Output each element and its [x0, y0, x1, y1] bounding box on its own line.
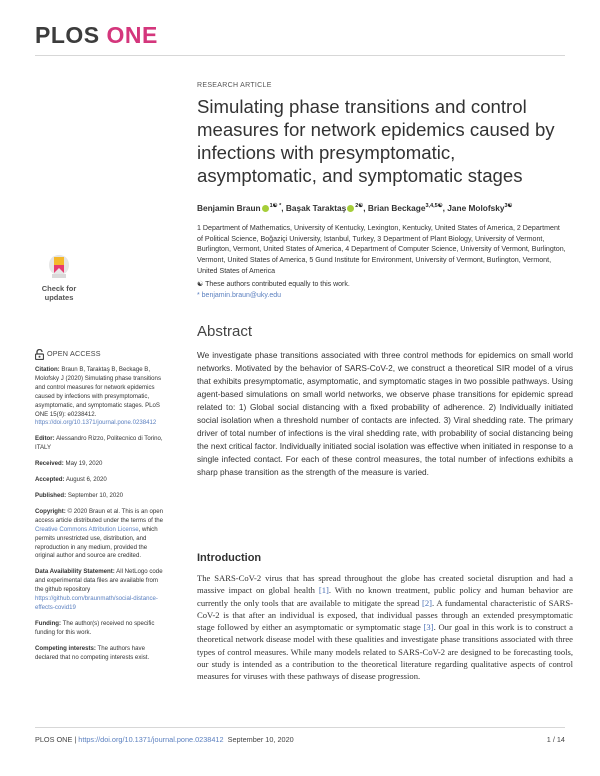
page-number: 1 / 14: [546, 735, 565, 744]
footer-doi-link[interactable]: https://doi.org/10.1371/journal.pone.0238412: [78, 735, 224, 744]
check-updates-icon: [48, 254, 70, 280]
footer-separator: |: [72, 735, 79, 744]
affiliations: 1 Department of Mathematics, University of Kentucky, Lexington, Kentucky, United States of America, 2 Department of Political Science, Boğaziçi University, Istanbul, Turkey, 3 Department of Plant Biology, University of Vermont, Burlington, Vermont, United States of America, 4 Department of Computer Science, University of Vermont, Burlington, Vermont, United States of America, 5 Gund Institute for Environment, University of Vermont, Burlington, Vermont, United States of America: [197, 224, 566, 275]
page-footer: [35, 735, 565, 744]
copyright-text: © 2020 Braun et al. This is an open access article distributed under the terms of the: [35, 507, 164, 524]
author-name[interactable]: Benjamin Braun: [197, 203, 261, 213]
badge-text: [35, 284, 83, 302]
editor-block: [35, 435, 165, 453]
article-title: Simulating phase transitions and control measures for network epidemics caused by infections with presymptomatic, asymptomatic, and symptomatic stages: [197, 96, 555, 186]
accepted-text: August 6, 2020: [64, 476, 107, 484]
citation-block: [35, 366, 165, 428]
competing-interests-label: Competing interests:: [35, 644, 96, 652]
badge-line-2: updates: [44, 293, 74, 302]
footer-divider: [35, 727, 565, 728]
logo-plos: PLOS: [35, 22, 100, 48]
author-notes: [197, 280, 567, 301]
article-sidebar: [35, 349, 165, 669]
introduction-paragraph: [197, 572, 573, 683]
orcid-icon[interactable]: [347, 205, 354, 212]
funding-block: [35, 620, 165, 638]
author-name[interactable]: Başak Taraktaş: [285, 203, 347, 213]
published-label: Published:: [35, 491, 67, 499]
funding-label: Funding:: [35, 619, 62, 627]
author-name[interactable]: Brian Beckage: [367, 203, 426, 213]
orcid-icon[interactable]: [262, 205, 269, 212]
license-link[interactable]: Creative Commons Attribution License: [35, 525, 139, 533]
author-sup: 3☯: [504, 203, 513, 210]
intro-text: The SARS-CoV-2 virus that has spread throughout the globe has created societal disruption and had a massive impact on global health: [197, 573, 573, 596]
received-label: Received:: [35, 460, 64, 468]
editor-text: Alessandro Rizzo, Politecnico di Torino, ITALY: [35, 435, 163, 452]
editor-label: Editor:: [35, 435, 55, 443]
competing-interests-text: The authors have declared that no competing interests exist.: [35, 644, 150, 661]
data-availability-block: [35, 568, 165, 613]
citation-text: Braun B, Taraktaş B, Beckage B, Molofsky J (2020) Simulating phase transitions and control measures for network epidemics caused by infections with presymptomatic, asymptomatic, and symptomatic stages. PLoS ONE 15(9): e0238412.: [35, 366, 161, 418]
header-divider: [35, 55, 565, 56]
article-type: RESEARCH ARTICLE: [197, 82, 272, 89]
intro-text: . Our goal in this work is to construct a theoretical network disease model with these qualities and investigate phase transitions associated with three types of control measures. While many models related to SARS-CoV-2 are designed to be forecasting tools, our study is intended as a contribution to the theoretical literature regarding qualitative aspects of control measures for viruses with these pathways of disease progression.: [197, 622, 573, 682]
footer-date: September 10, 2020: [227, 735, 294, 744]
funding-text: The author(s) received no specific funding for this work.: [35, 619, 155, 636]
intro-text: . A fundamental characteristic of SARS-CoV-2 is that after an individual is exposed, that individual passes through an extended presymptomatic stage followed by either an asymptomatic or symptomatic stage: [197, 597, 573, 633]
check-for-updates-badge[interactable]: [35, 254, 83, 312]
citation-label: Citation:: [35, 366, 60, 373]
copyright-text-2: , which permits unrestricted use, distribution, and reproduction in any medium, provided the original author and source are credited.: [35, 525, 158, 560]
reference-link[interactable]: [2]: [421, 597, 432, 608]
author-sup: 3,4,5☯: [425, 203, 443, 210]
author-sup: 1☯ *: [269, 203, 282, 210]
published-block: [35, 492, 165, 501]
corresponding-email[interactable]: * benjamin.braun@uky.edu: [197, 291, 282, 299]
accepted-block: [35, 476, 165, 485]
published-text: September 10, 2020: [66, 491, 124, 499]
logo-one: ONE: [106, 22, 158, 48]
open-access-badge: [35, 349, 165, 360]
intro-text: . With no known treatment, public policy and human behavior are currently the only tools that are available to mitigate the spread: [197, 585, 573, 608]
author-list: Benjamin Braun $^{1☯ *}$, Başak Taraktaş $^{2☯}$, Brian Beckage$^{3,4,5☯}$, Jane Molofsky$^{3☯}$: [197, 203, 513, 213]
accepted-label: Accepted:: [35, 476, 65, 484]
author-name[interactable]: Jane Molofsky: [447, 203, 505, 213]
received-block: [35, 460, 165, 469]
abstract-text: We investigate phase transitions associated with three control methods for epidemics on small world networks. Motivated by the behavior of SARS-CoV-2, we construct a theoretical SIR model of a virus that exhibits presymptomatic, asymptomatic, and symptomatic stages in two possible pathways. Using agent-based simulations on small world networks, we observe phase transitions for epidemic spread related to: 1) Global social distancing with a fixed probability of adherence. 2) Individually initiated social isolation when a threshold number of contacts are infected. 3) Viral shedding rate. The primary driver of total number of infections is the viral shedding rate, with probability of social distancing being the next critical factor. Individually initiated social isolation was effective when initiated in response to a single infected contact. For each of these control measures, the total number of infections exhibits a sharp phase transition as the strength of the measure is varied.: [197, 350, 573, 477]
introduction-heading: Introduction: [197, 552, 262, 564]
competing-interests-block: [35, 645, 165, 663]
data-availability-label: Data Availability Statement:: [35, 568, 115, 576]
reference-link[interactable]: [3]: [423, 622, 434, 633]
copyright-block: [35, 508, 165, 561]
equal-contribution-note: ☯ These authors contributed equally to this work.: [197, 281, 350, 288]
citation-doi-link[interactable]: https://doi.org/10.1371/journal.pone.0238412: [35, 419, 157, 427]
github-link[interactable]: https://github.com/braunmath/social-distance-effects-covid19: [35, 595, 158, 611]
footer-journal: PLOS ONE: [35, 735, 73, 744]
copyright-label: Copyright:: [35, 507, 66, 515]
badge-line-1: Check for: [41, 284, 77, 293]
open-access-label: OPEN ACCESS: [47, 349, 101, 359]
received-text: May 19, 2020: [63, 460, 103, 468]
abstract-heading: Abstract: [197, 323, 253, 340]
author-sup: 2☯: [355, 203, 364, 210]
data-availability-text: All NetLogo code and experimental data files are available from the github repository: [35, 568, 163, 594]
reference-link[interactable]: [1]: [318, 585, 329, 596]
journal-logo: [35, 22, 158, 49]
open-lock-icon: [35, 349, 44, 360]
